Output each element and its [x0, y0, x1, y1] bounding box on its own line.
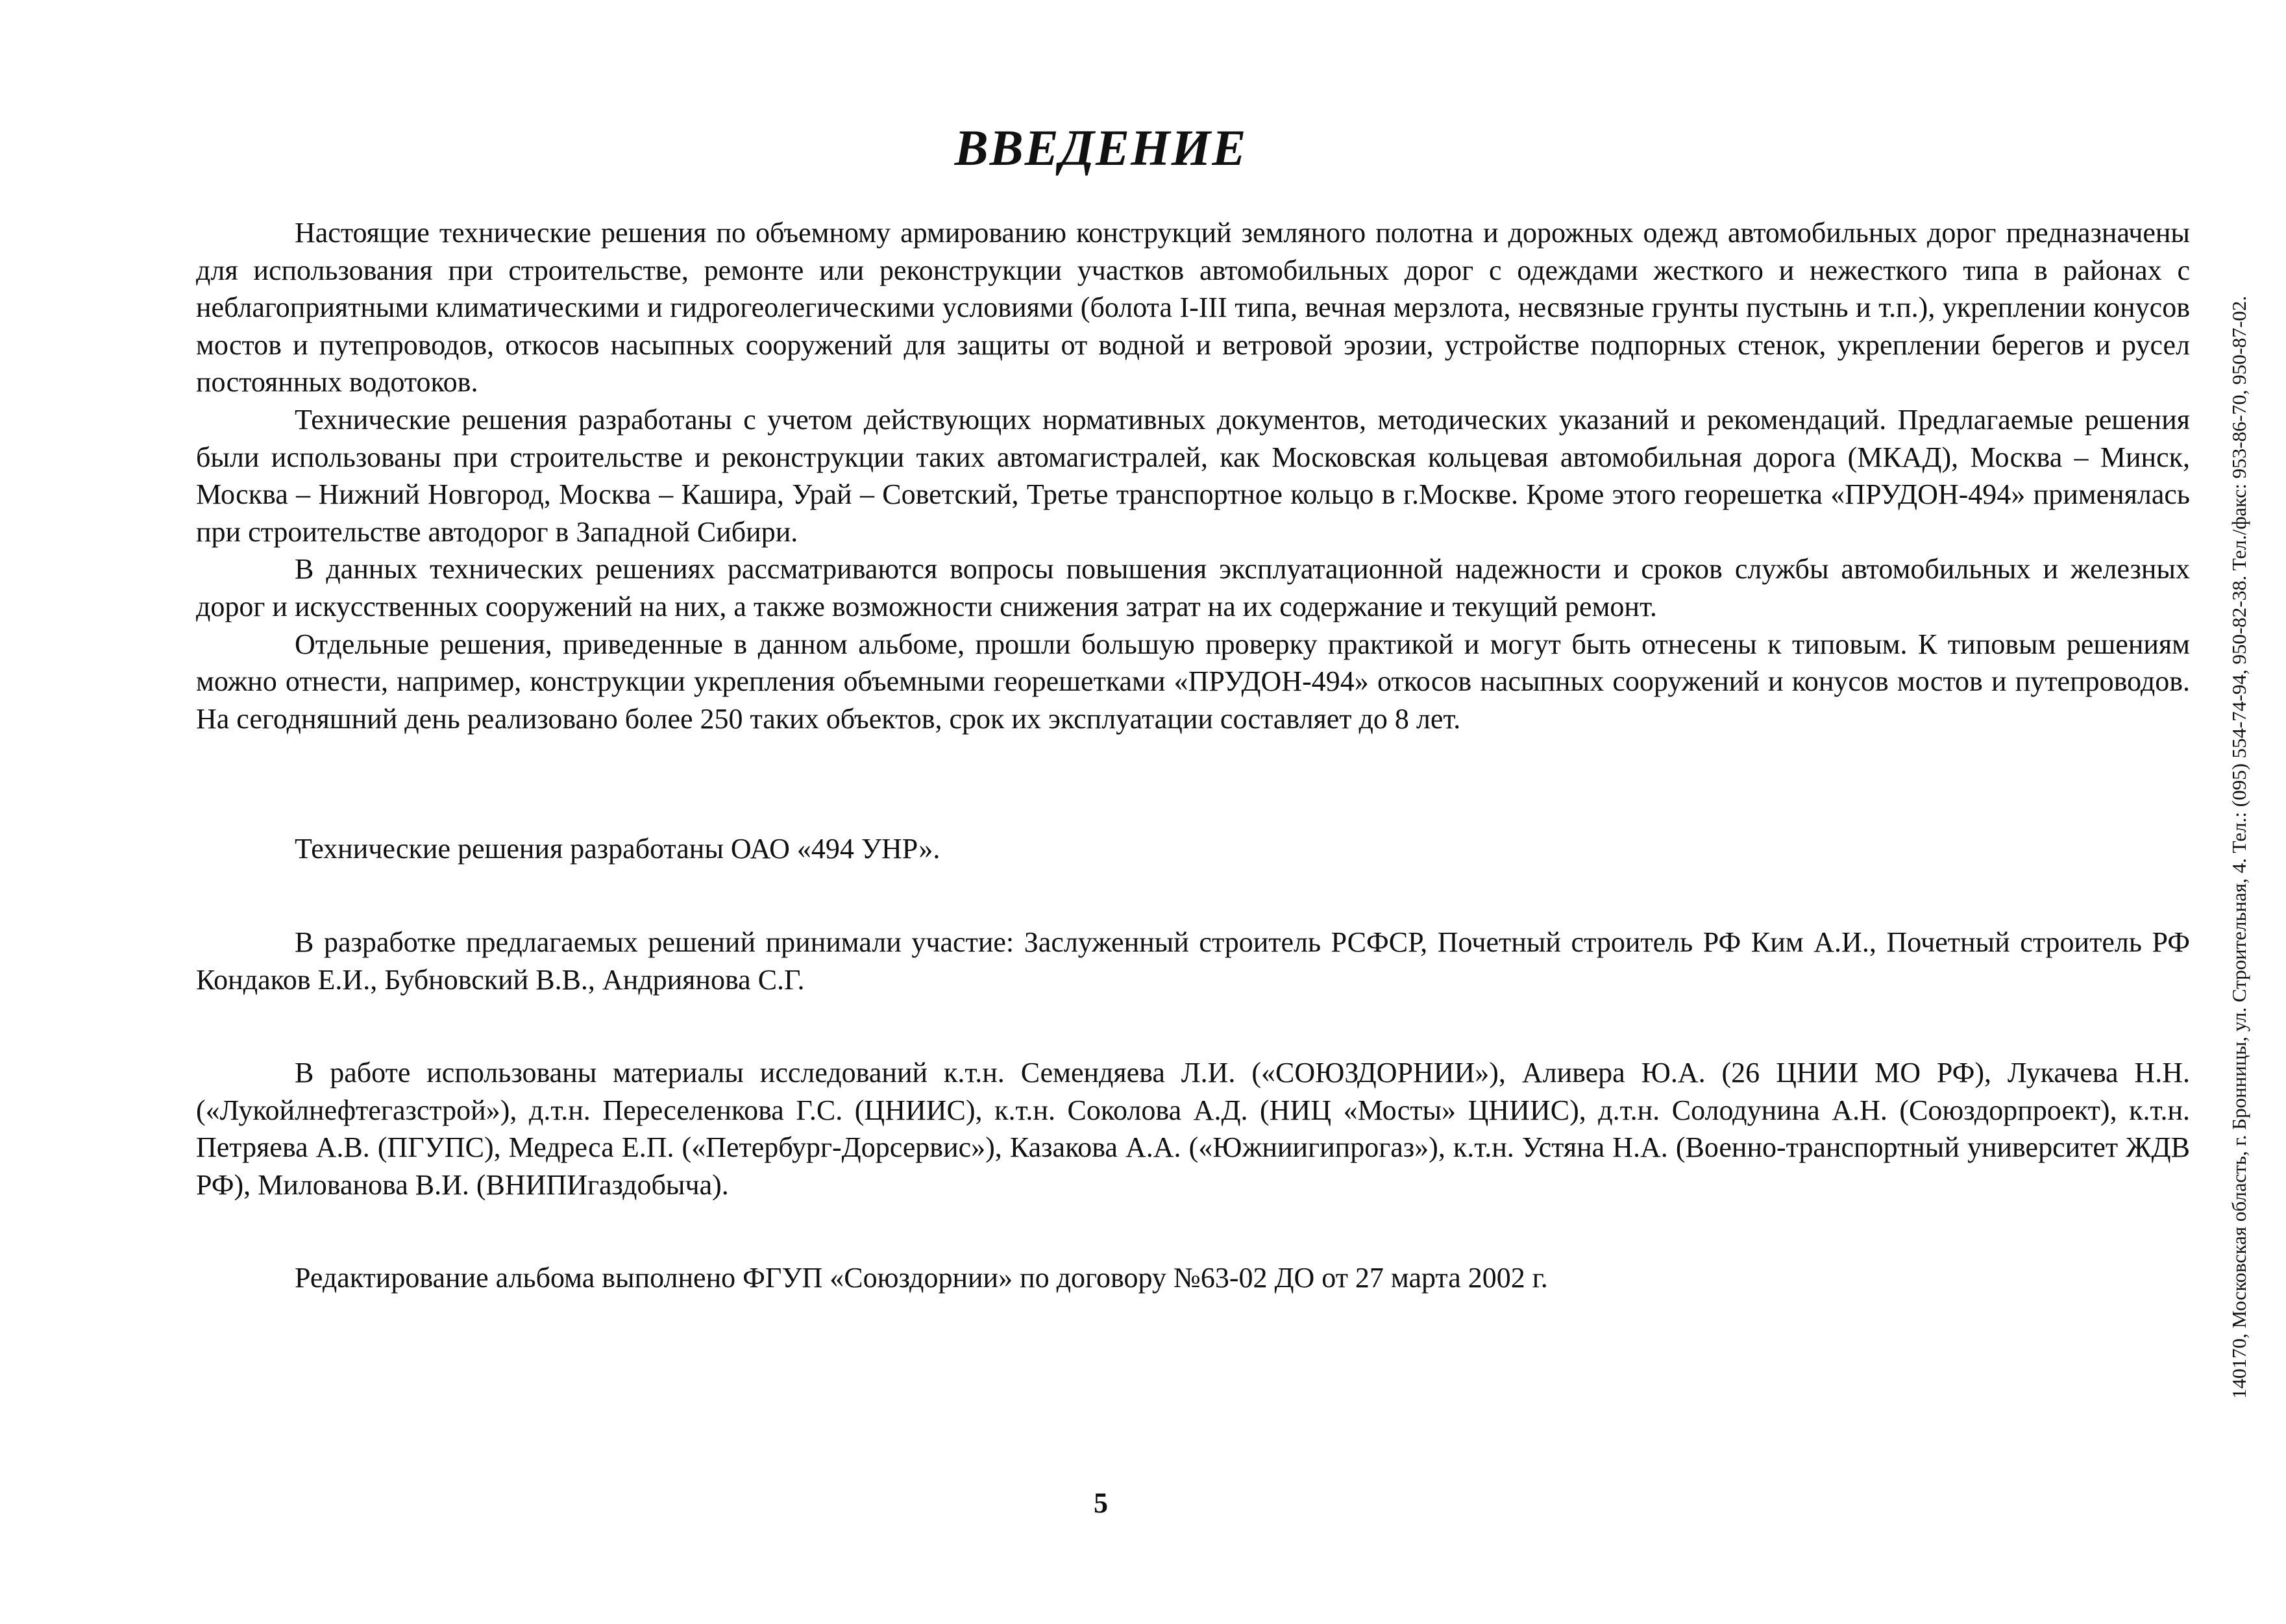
- paragraph-participants: В разработке предлагаемых решений принимали участие: Заслуженный строитель РСФСР, Почетный строитель РФ Ким А.И., Почетный строитель РФ Кондаков Е.И., Бубновский В.В., Андриянова С.Г.: [196, 926, 2190, 996]
- paragraph-development: Технические решения разработаны с учетом действующих нормативных документов, методических указаний и рекомендаций. Предлагаемые решения были использованы при строительстве и реконструкции таких автомагистралей, как Московская кольцевая автомобильная дорога (МКАД), Москва – Минск, Москва – Нижний Новгород, Москва – Кашира, Урай – Советский, Третье транспортное кольцо в г.Москве. Кроме этого георешетка «ПРУДОН-494» применялась при строительстве автодорог в Западной Сибири.: [196, 403, 2190, 548]
- page-title: ВВЕДЕНИЕ: [954, 119, 1247, 176]
- paragraph-typical-solutions: Отдельные решения, приведенные в данном альбоме, прошли большую проверку практикой и могут быть отнесены к типовым. К типовым решениям можно отнести, например, конструкции укрепления объемными георешетками «ПРУДОН-494» откосов насыпных сооружений и конусов мостов и путепроводов. На сегодняшний день реализовано более 250 таких объектов, срок их эксплуатации составляет до 8 лет.: [196, 628, 2190, 735]
- paragraph-editing: Редактирование альбома выполнено ФГУП «Союздорнии» по договору №63-02 ДО от 27 марта 2002 г.: [295, 1262, 1548, 1294]
- side-contact-info: 140170, Московская область, г. Бронницы, ул. Строительная, 4. Тел.: (095) 554-74-94, 950-82-38. Тел./факс: 953-86-70, 950-87-02.: [2228, 295, 2250, 1399]
- paragraph-reliability: В данных технических решениях рассматриваются вопросы повышения эксплуатационной надежности и сроков службы автомобильных и железных дорог и искусственных сооружений на них, а также возможности снижения затрат на их содержание и текущий ремонт.: [196, 553, 2190, 622]
- paragraph-developer: Технические решения разработаны ОАО «494 УНР».: [295, 833, 940, 865]
- paragraph-purpose: Настоящие технические решения по объемному армированию конструкций земляного полотна и дорожных одежд автомобильных дорог предназначены для использования при строительстве, ремонте или реконструкции участков автомобильных дорог с одеждами жесткого и нежесткого типа в районах с неблагоприятными климатическими и гидрогеолегическими условиями (болота I-III типа, вечная мерзлота, несвязные грунты пустынь и т.п.), укреплении конусов мостов и путепроводов, откосов насыпных сооружений для защиты от водной и ветровой эрозии, устройстве подпорных стенок, укреплении берегов и русел постоянных водотоков.: [196, 217, 2190, 399]
- page-number: 5: [1094, 1487, 1108, 1519]
- document-body: [196, 214, 2190, 1297]
- paragraph-research-materials: В работе использованы материалы исследований к.т.н. Семендяева Л.И. («СОЮЗДОРНИИ»), Аливера Ю.А. (26 ЦНИИ МО РФ), Лукачева Н.Н. («Лукойлнефтегазстрой»), д.т.н. Переселенкова Г.С. (ЦНИИС), к.т.н. Соколова А.Д. (НИЦ «Мосты» ЦНИИС), д.т.н. Солодунина А.Н. (Союздорпроект), к.т.н. Петряева А.В. (ПГУПС), Медреса Е.П. («Петербург-Дорсервис»), Казакова А.А. («Южниигипрогаз»), к.т.н. Устяна Н.А. (Военно-транспортный университет ЖДВ РФ), Милованова В.И. (ВНИПИгаздобыча).: [196, 1057, 2190, 1201]
